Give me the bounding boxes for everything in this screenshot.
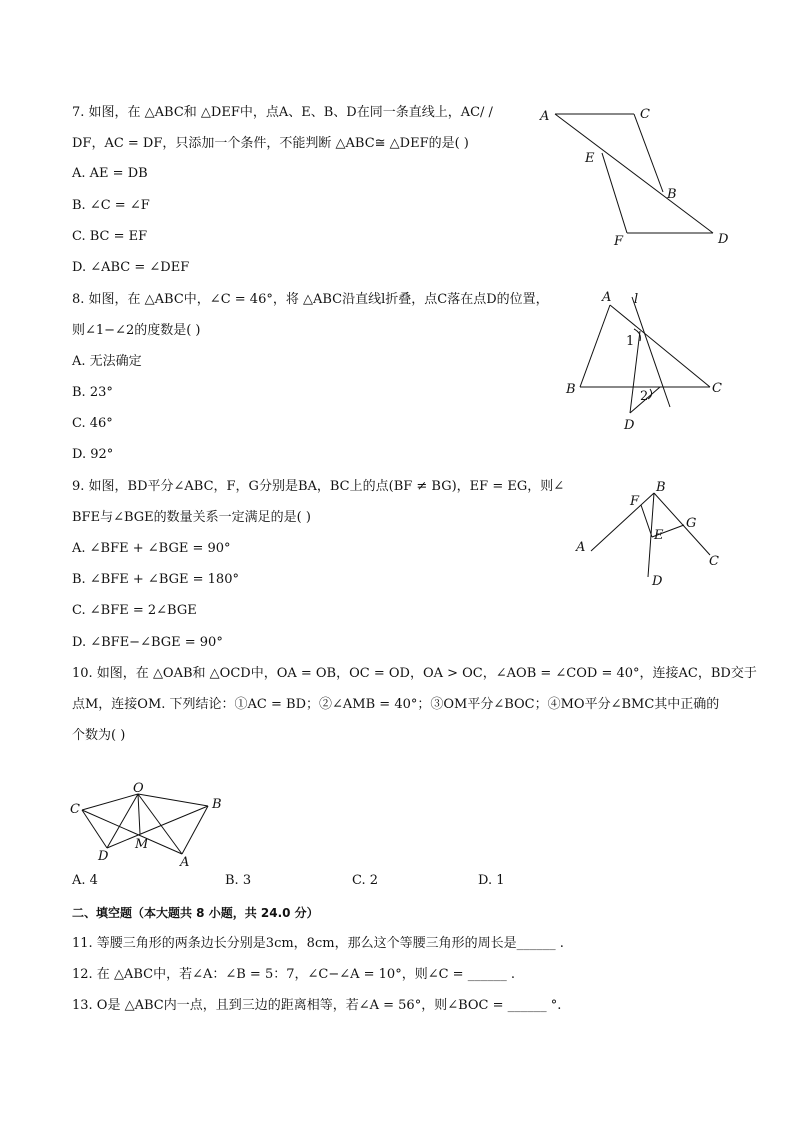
q9-line-ba (591, 493, 654, 551)
q9-option-c: C. ∠BFE = 2∠BGE (72, 603, 197, 618)
q9-option-a: A. ∠BFE + ∠BGE = 90° (72, 541, 231, 556)
q9-label-e: E (654, 528, 664, 543)
q9-label-a: A (576, 540, 586, 555)
q10-label-o: O (133, 781, 144, 796)
q8-line-ab (580, 305, 610, 387)
q9-stem-line2: BFE与∠BGE的数量关系一定满足的是( ) (72, 510, 311, 525)
q7-stem-line1: 7. 如图，在 △ABC和 △DEF中，点A、E、B、D在同一条直线上，AC/ / (72, 105, 493, 120)
q8-figure (560, 285, 730, 435)
q10-line-od (107, 794, 138, 848)
q8-label-a: A (602, 290, 612, 305)
q10-label-c: C (70, 802, 80, 817)
q10-stem-line3: 个数为( ) (72, 728, 126, 743)
q7-option-c: C. BC = EF (72, 229, 148, 244)
q8-label-1: 1 (626, 334, 635, 349)
q7-stem-line2: DF，AC = DF，只添加一个条件，不能判断 △ABC≅ △DEF的是( ) (72, 136, 469, 151)
q8-label-d: D (624, 418, 635, 433)
q9-line-bc (654, 493, 710, 555)
q7-figure (530, 100, 730, 250)
q10-label-m: M (135, 837, 149, 852)
q7-option-d: D. ∠ABC = ∠DEF (72, 260, 190, 275)
q8-stem-line1: 8. 如图，在 △ABC中，∠C = 46°，将 △ABC沿直线l折叠，点C落在点D的位置， (72, 292, 549, 307)
q10-option-a: A. 4 (72, 873, 98, 888)
q8-label-l: l (634, 292, 639, 307)
q7-line-cb (634, 114, 663, 192)
q10-option-d: D. 1 (478, 873, 505, 888)
q10-line-bd (107, 806, 208, 848)
q9-figure (570, 475, 735, 595)
q10-stem-line2: 点M，连接OM. 下列结论：①AC = BD；②∠AMB = 40°；③OM平分∠BOC；④MO平分∠BMC其中正确的 (72, 697, 720, 712)
q10-label-b: B (212, 797, 222, 812)
q7-label-d: D (718, 232, 729, 247)
q9-label-c: C (709, 554, 719, 569)
q9-option-b: B. ∠BFE + ∠BGE = 180° (72, 572, 239, 587)
q9-label-b: B (656, 480, 666, 495)
q7-label-e: E (585, 151, 595, 166)
q9-label-f: F (630, 494, 640, 509)
q8-option-b: B. 23° (72, 385, 113, 400)
q10-option-b: B. 3 (225, 873, 252, 888)
q10-stem-line1: 10. 如图，在 △OAB和 △OCD中，OA = OB，OC = OD，OA > OC，∠AOB = ∠COD = 40°，连接AC，BD交于 (72, 666, 757, 681)
q9-option-d: D. ∠BFE−∠BGE = 90° (72, 635, 223, 650)
q10-line-ab (182, 806, 208, 854)
q7-line-ad (555, 114, 713, 233)
q8-line-ac (610, 305, 710, 387)
q7-label-b: B (667, 187, 677, 202)
q9-label-g: G (686, 516, 697, 531)
q7-label-c: C (640, 107, 650, 122)
q9-label-d: D (652, 574, 663, 589)
q10-line-oc (82, 794, 138, 810)
q10-label-a: A (180, 855, 190, 870)
q10-figure (60, 780, 240, 870)
q10-line-ob (138, 794, 208, 806)
q13-stem: 13. O是 △ABC内一点，且到三边的距离相等，若∠A = 56°，则∠BOC = ______ °. (72, 998, 562, 1013)
q7-label-a: A (540, 109, 550, 124)
q10-label-d: D (98, 849, 109, 864)
q10-line-om (138, 794, 140, 834)
q9-stem-line1: 9. 如图，BD平分∠ABC，F，G分别是BA，BC上的点(BF ≠ BG)，EF = EG，则∠ (72, 479, 565, 494)
q7-option-a: A. AE = DB (72, 166, 148, 181)
q8-label-c: C (712, 381, 722, 396)
q12-stem: 12. 在 △ABC中，若∠A：∠B = 5：7，∠C−∠A = 10°，则∠C = ______ . (72, 967, 515, 982)
q8-option-d: D. 92° (72, 447, 114, 462)
q7-label-f: F (614, 234, 624, 249)
q11-stem: 11. 等腰三角形的两条边长分别是3cm，8cm，那么这个等腰三角形的周长是______ . (72, 936, 564, 951)
q9-line-fe (641, 505, 652, 537)
section-fill-in-heading: 二、填空题（本大题共 8 小题，共 24.0 分） (72, 906, 319, 920)
q10-option-c: C. 2 (352, 873, 379, 888)
q8-label-2: 2 (640, 389, 649, 404)
q8-option-c: C. 46° (72, 416, 113, 431)
q7-option-b: B. ∠C = ∠F (72, 198, 150, 213)
q8-stem-line2: 则∠1−∠2的度数是( ) (72, 323, 201, 338)
q8-label-b: B (566, 382, 576, 397)
q8-option-a: A. 无法确定 (72, 354, 142, 369)
